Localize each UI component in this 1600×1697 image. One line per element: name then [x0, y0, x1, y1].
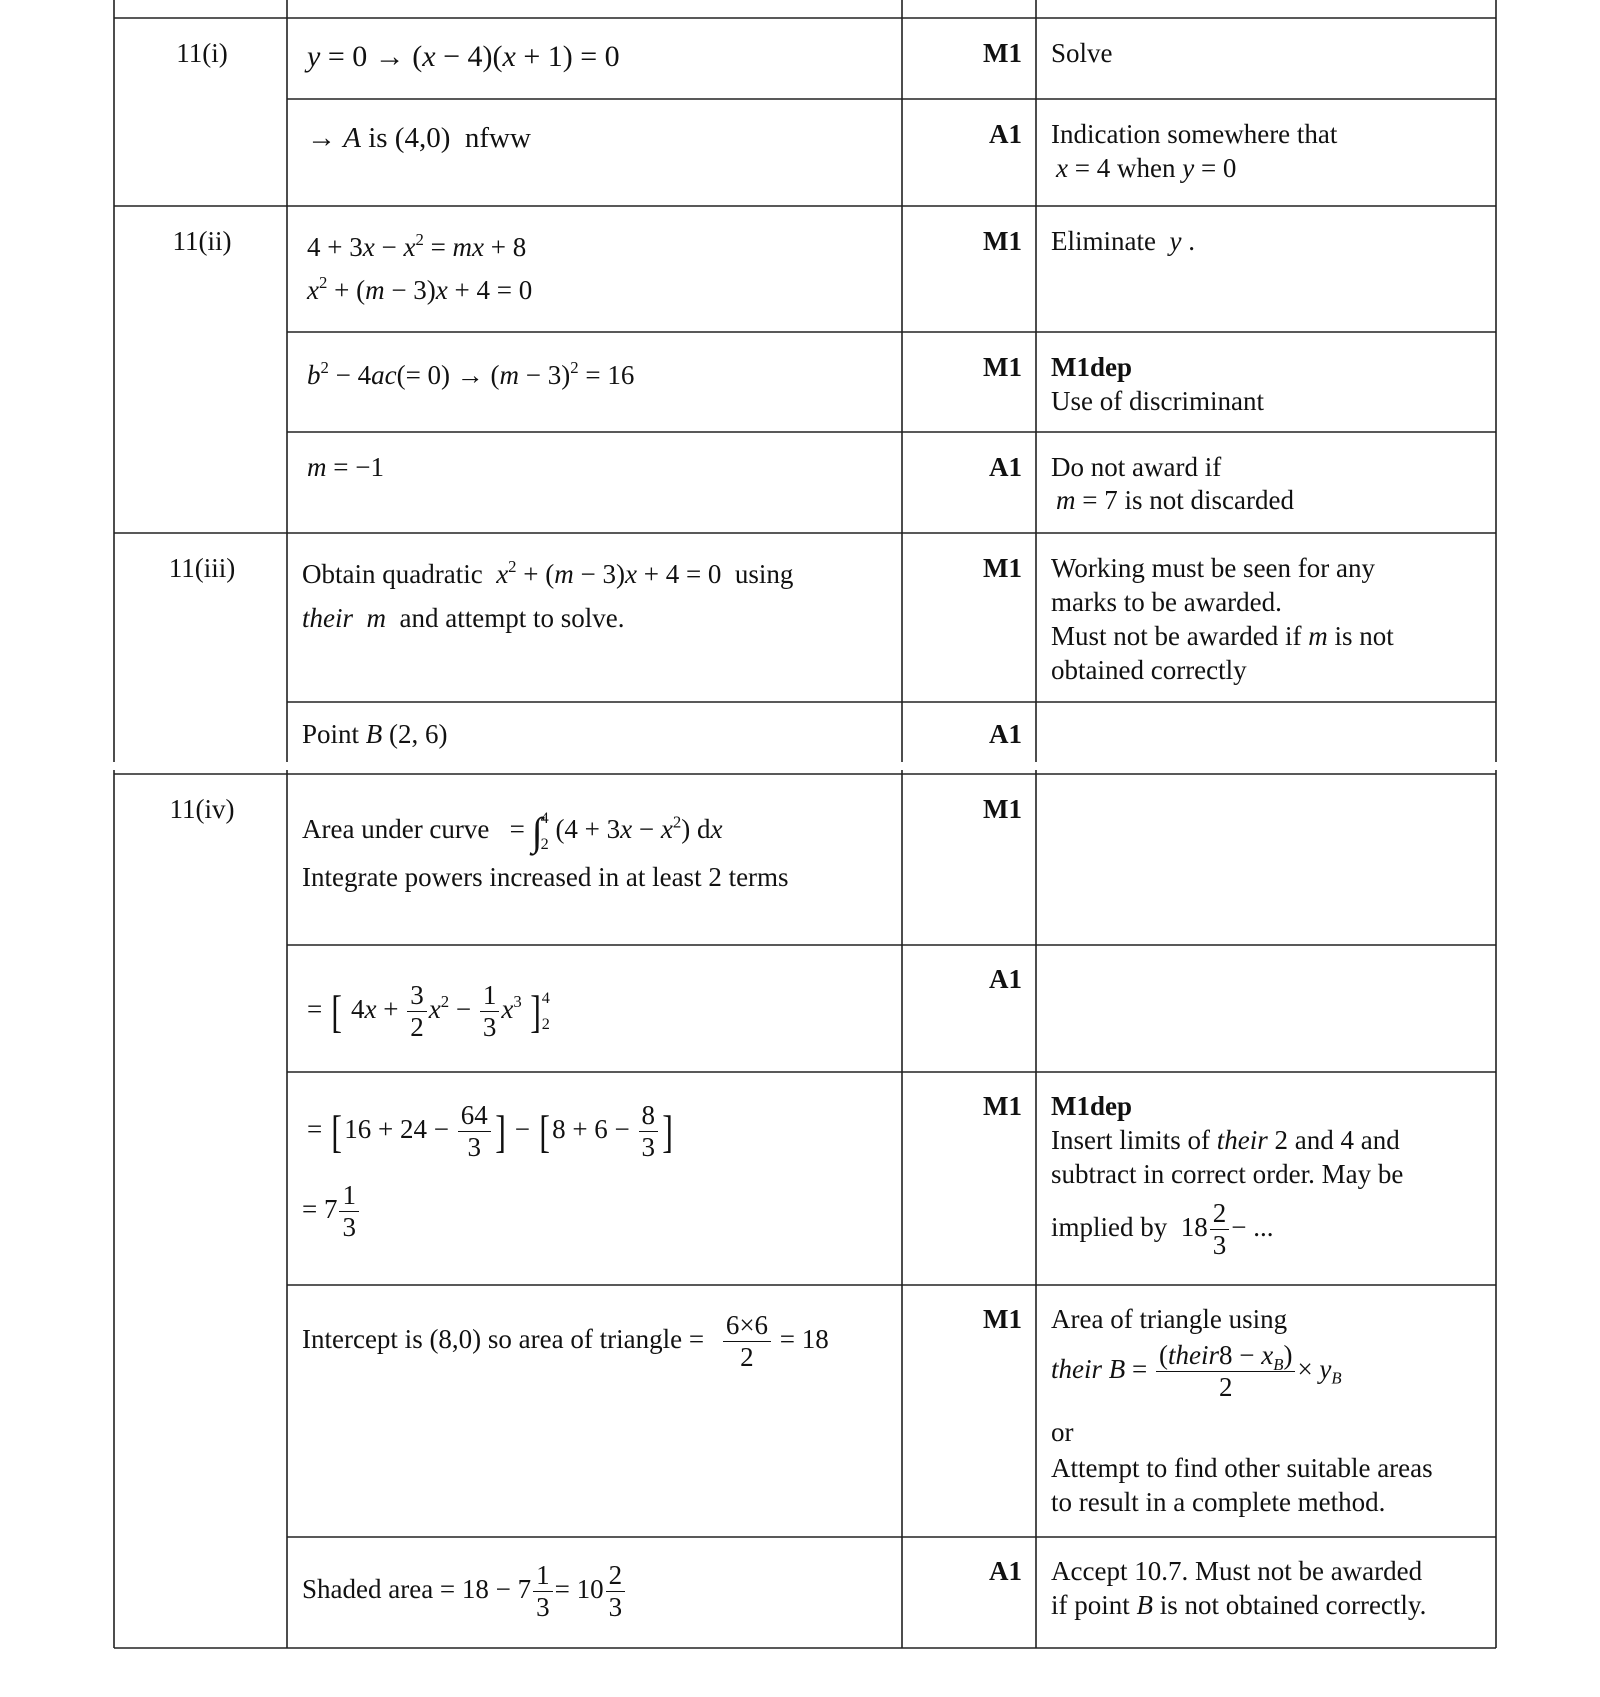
answer-11ii-row2: $b^2 - 4ac(= 0) \to (m - 3)^2 = 16$ [307, 358, 635, 390]
guidance-11iv-row5-line1: Accept 10.7. Must not be awarded [1051, 1556, 1423, 1586]
guidance-11i-row2-line2: x = 4 when y = 0 [1056, 153, 1237, 183]
mark-11ii-row1: M1 [983, 226, 1022, 256]
mark-11iii-row2: A1 [989, 719, 1022, 749]
guidance-11iii-line4: obtained correctly [1051, 655, 1247, 685]
answer-11iii-row2: Point B (2, 6) [302, 719, 448, 749]
answer-11i-row1: y = 0 → (x − 4)(x + 1) = 0 [307, 40, 620, 73]
guidance-11iii-line3: Must not be awarded if m is not [1051, 621, 1394, 651]
guidance-11ii-row3-line2: m = 7 is not discarded [1056, 485, 1294, 515]
question-label-11iv: 11(iv) [169, 794, 235, 824]
guidance-11iv-row4-line1: Area of triangle using [1051, 1304, 1288, 1334]
mark-11iv-row2: A1 [989, 964, 1022, 994]
guidance-11ii-row3-line1: Do not award if [1051, 452, 1222, 482]
guidance-11iv-row4-line5: to result in a complete method. [1051, 1487, 1386, 1517]
guidance-11iii-line2: marks to be awarded. [1051, 587, 1282, 617]
answer-11ii-row3: m = −1 [307, 452, 384, 482]
guidance-11i-row1: Solve [1051, 38, 1113, 68]
guidance-11iv-row4-line3: or [1051, 1417, 1074, 1447]
guidance-11iv-row3-line1: Insert limits of their 2 and 4 and [1051, 1125, 1400, 1155]
guidance-11ii-row2-text: Use of discriminant [1051, 386, 1264, 416]
answer-11ii-row1-line1: $4 + 3x - x^2$ = mx + 8 [307, 230, 527, 262]
guidance-11ii-row1: Eliminate y . [1051, 226, 1195, 256]
question-label-11ii: 11(ii) [172, 226, 232, 256]
answer-11i-row2: → A is (4,0) nfww [307, 122, 531, 154]
answer-11iv-row4: Intercept is (8,0) so area of triangle = $\frac{6\times 6}{2}$ = 18 [302, 1310, 829, 1373]
answer-11iv-row3-line2: = 7 $\frac{1}{3}$ [302, 1180, 361, 1243]
guidance-11iv-row4-line2: their B = $\frac{(their8 - x_B)}{2}$ × $y_B$ [1051, 1340, 1342, 1403]
guidance-11iii-line1: Working must be seen for any [1051, 553, 1375, 583]
answer-11iii-row1-line1: Obtain quadratic $x^2 + (m - 3)x + 4 = 0$ using [302, 557, 794, 589]
question-label-11iii: 11(iii) [168, 553, 236, 583]
mark-11iv-row1: M1 [983, 794, 1022, 824]
guidance-11iv-row4-line4: Attempt to find other suitable areas [1051, 1453, 1433, 1483]
mark-11iv-row5: A1 [989, 1556, 1022, 1586]
guidance-11iv-row5-line2: if point B is not obtained correctly. [1051, 1590, 1427, 1620]
mark-11i-row1: M1 [983, 38, 1022, 68]
answer-11iii-row1-line2: their m and attempt to solve. [302, 603, 625, 633]
answer-11ii-row1-line2: $x^2 + (m - 3)x + 4 = 0$ [307, 273, 533, 305]
question-label-11i: 11(i) [176, 38, 228, 68]
answer-11iv-row2: = [ 4x + $\frac{3}{2}$ $x^2$ − $\frac{1}{3}$ $x^3$ ] 4 2 [307, 980, 550, 1043]
mark-11iv-row3: M1 [983, 1091, 1022, 1121]
answer-11iv-row1-line2: Integrate powers increased in at least 2 terms [302, 862, 789, 892]
answer-11iv-row3-line1: = [16 + 24 − $\frac{64}{3}$ ] − [8 + 6 − $\frac{8}{3}$ ] [307, 1100, 674, 1163]
guidance-11i-row2-line1: Indication somewhere that [1051, 119, 1338, 149]
mark-11ii-row2: M1 [983, 352, 1022, 382]
mark-11ii-row3: A1 [989, 452, 1022, 482]
guidance-11ii-row2-title: M1dep [1051, 352, 1132, 382]
answer-11iv-row1-line1: Area under curve = ∫ 4 2 $(4 + 3x - x^2)$ dx [302, 808, 723, 854]
guidance-11iv-row3-line2: subtract in correct order. May be [1051, 1159, 1404, 1189]
answer-11iv-row5: Shaded area = 18 − 7 $\frac{1}{3}$ = 10 $\frac{2}{3}$ [302, 1560, 627, 1623]
mark-11iii-row1: M1 [983, 553, 1022, 583]
mark-11iv-row4: M1 [983, 1304, 1022, 1334]
mark-11i-row2: A1 [989, 119, 1022, 149]
guidance-11iv-row3-title: M1dep [1051, 1091, 1132, 1121]
guidance-11iv-row3-line3: implied by 18 $\frac{2}{3}$ − ... [1051, 1198, 1274, 1261]
